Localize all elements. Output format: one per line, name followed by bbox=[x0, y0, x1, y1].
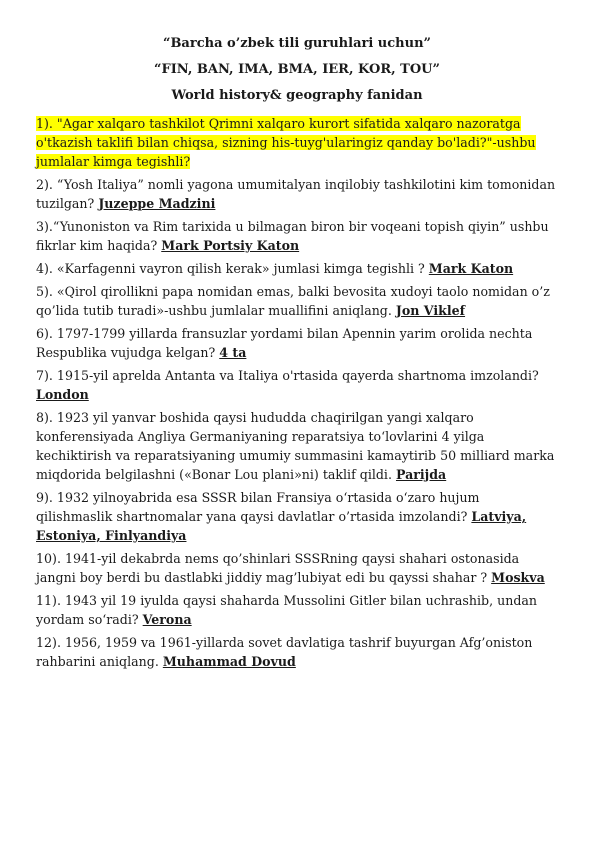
question-4 bbox=[36, 259, 558, 278]
question-8 bbox=[36, 408, 558, 484]
question-text: 10). 1941-yil dekabrda nems qo’shinlari SSSRning qaysi shahari ostonasida jangni boy berdi bu dastlabki jiddiy mag’lubiyat edi bu qayssi shahar ? bbox=[36, 551, 520, 585]
question-5 bbox=[36, 282, 558, 320]
question-answer: Moskva bbox=[491, 570, 545, 585]
header-title: “Barcha o’zbek tili guruhlari uchun” bbox=[162, 36, 432, 51]
question-text: 7). 1915-yil aprelda Antanta va Italiya o'rtasida qayerda shartnoma imzolandi? bbox=[36, 368, 539, 383]
question-text: 4). «Karfagenni vayron qilish kerak» jumlasi kimga tegishli ? bbox=[36, 261, 429, 276]
question-text: 5). «Qirol qirollikni papa nomidan emas, balki bevosita xudoyi taolo nomidan o’z qo’lida tutib turadi»-ushbu jumlalar muallifini aniqlang. bbox=[36, 284, 550, 318]
question-text: 2). “Yosh Italiya” nomli yagona umumitalyan inqilobiy tashkilotini kim tomonidan tuzilgan? bbox=[36, 177, 556, 211]
question-6 bbox=[36, 324, 558, 362]
question-answer: Mark Portsiy Katon bbox=[161, 238, 300, 253]
question-text: 9). 1932 yilnoyabrida esa SSSR bilan Fransiya o‘rtasida o‘zaro hujum qilishmaslik shartnomalar yana qaysi davlatlar o’rtasida imzolandi? bbox=[36, 490, 480, 524]
question-text: 8). 1923 yil yanvar boshida qaysi hududda chaqirilgan yangi xalqaro konferensiyada Angliya Germaniyaning reparatsiya to‘lovlarini 4 yilga kechiktirish va reparatsiyaning umumiy summasini kamaytirib 50 milliard marka miqdorida belgilashni («Bonar Lou plani»ni) taklif qildi. bbox=[36, 410, 555, 482]
question-text: 12). 1956, 1959 va 1961-yillarda sovet davlatiga tashrif buyurgan Afg’oniston rahbarini aniqlang. bbox=[36, 635, 533, 669]
question-text: 11). 1943 yil 19 iyulda qaysi shaharda Mussolini Gitler bilan uchrashib, undan yordam so‘radi? bbox=[36, 593, 538, 627]
question-answer: Mark Katon bbox=[428, 261, 514, 276]
header-groups: “FIN, BAN, IMA, BMA, IER, KOR, TOU” bbox=[154, 62, 440, 77]
question-12 bbox=[36, 633, 558, 671]
question-3 bbox=[36, 217, 558, 255]
question-text: 6). 1797-1799 yillarda fransuzlar yordami bilan Apennin yarim orolida nechta Respublika vujudga kelgan? bbox=[36, 326, 533, 360]
question-answer: Jon Viklef bbox=[395, 303, 466, 318]
header-subject: World history& geography fanidan bbox=[171, 88, 423, 103]
question-11 bbox=[36, 591, 558, 629]
question-9 bbox=[36, 488, 558, 545]
question-1 bbox=[36, 114, 558, 171]
question-answer: Muhammad Dovud bbox=[162, 654, 296, 669]
question-answer: 4 ta bbox=[219, 345, 247, 360]
question-answer: London bbox=[36, 387, 89, 402]
question-text: 3).“Yunoniston va Rim tarixida u bilmagan biron bir voqeani topish qiyin” ushbu fikrlar kim haqida? bbox=[36, 219, 549, 253]
question-7 bbox=[36, 366, 558, 404]
question-answer: Juzeppe Madzini bbox=[98, 196, 216, 211]
question-text: 1). "Agar xalqaro tashkilot Qrimni xalqaro kurort sifatida xalqaro nazoratga o'tkazish taklifi bilan chiqsa, sizning his-tuyg'ularingiz qanday bo'ladi?"-ushbu jumlalar kimga tegishli? bbox=[36, 116, 536, 169]
question-answer: Verona bbox=[142, 612, 192, 627]
question-10 bbox=[36, 549, 558, 587]
question-answer: Latviya, Estoniya, Finlyandiya bbox=[36, 509, 527, 543]
question-2 bbox=[36, 175, 558, 213]
question-answer: Parijda bbox=[395, 467, 447, 482]
